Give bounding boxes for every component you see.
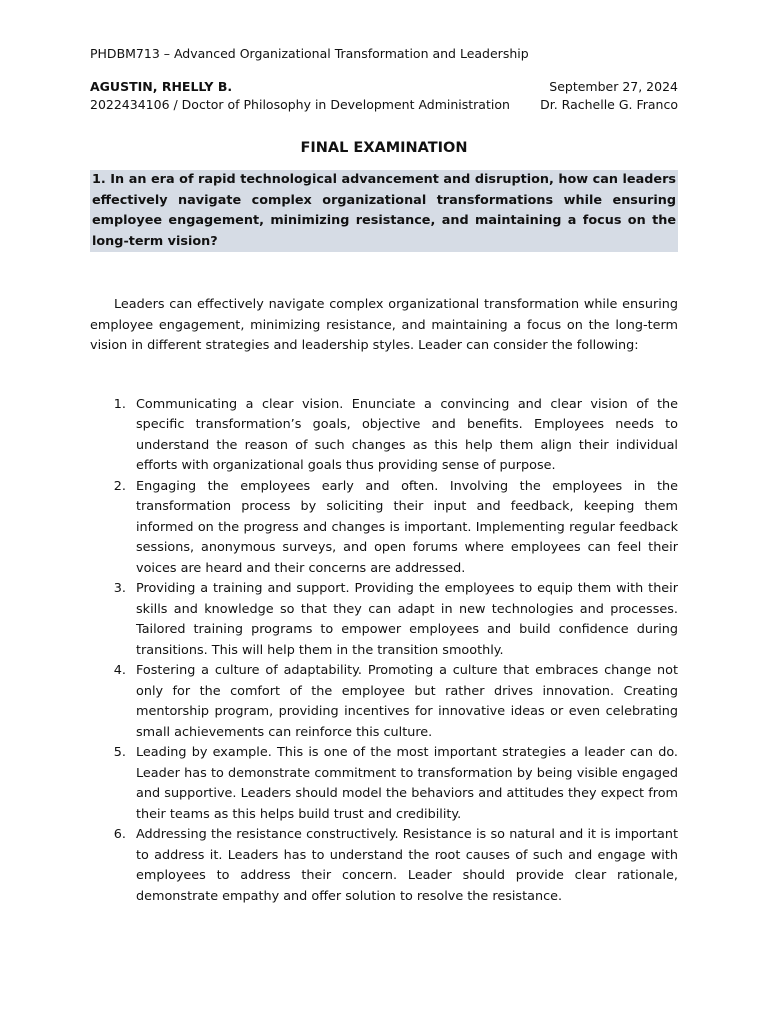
student-block [90, 78, 510, 114]
exam-title: FINAL EXAMINATION [300, 140, 468, 156]
list-item-text: Fostering a culture of adaptability. Promoting a culture that embraces change not only for the comfort of the employee but rather drives innovation. Creating mentorship program, providing incentives for innovative ideas or even celebrating small achievements can reinforce this culture. [136, 663, 678, 740]
list-item [90, 395, 678, 477]
list-item [90, 661, 678, 743]
list-item [90, 477, 678, 580]
list-item-number: 4. [113, 663, 126, 678]
intro-paragraph: Leaders can effectively navigate complex organizational transformation while ensuring employee engagement, minimizing resistance, and maintaining a focus on the long-term vision in different strategies and leadership styles. Leader can consider the following: [90, 297, 678, 353]
exam-date: September 27, 2024 [549, 79, 678, 94]
student-name: AGUSTIN, RHELLY B. [90, 79, 233, 94]
list-item [90, 579, 678, 661]
instructor-name: Dr. Rachelle G. Franco [540, 97, 678, 112]
list-item-number: 2. [113, 478, 126, 494]
list-item-text: Addressing the resistance constructively. Resistance is so natural and it is important to address it. Leaders has to understand the root causes of such and engage with employees to address their concern. Leader should provide clear rationale, demonstrate empathy and offer solution to resolve the resistance. [136, 827, 678, 904]
list-item-number: 3. [113, 581, 126, 596]
list-item-text: Engaging the employees early and often. Involving the employees in the transformation process by soliciting their input and feedback, keeping them informed on the progress and changes is important. Implementing regular feedback sessions, anonymous surveys, and open forums where employees can feel their voices are heard and their concerns are addressed. [136, 478, 678, 576]
list-item [90, 825, 678, 907]
header-meta [90, 78, 678, 114]
strategy-list [90, 395, 678, 908]
document-page [90, 44, 678, 907]
list-item [90, 743, 678, 825]
list-item-text: Communicating a clear vision. Enunciate a convincing and clear vision of the specific transformation’s goals, objective and benefits. Employees needs to understand the reason of such changes as this help them align their individual efforts with organizational goals thus providing sense of purpose. [136, 396, 678, 473]
list-item-text: Leading by example. This is one of the most important strategies a leader can do. Leader has to demonstrate commitment to transformation by being visible engaged and supportive. Leaders should model the behaviors and attitudes they expect from their teams as this helps build trust and credibility. [136, 745, 678, 822]
student-info: 2022434106 / Doctor of Philosophy in Development Administration [90, 97, 510, 112]
question-box: 1. In an era of rapid technological advancement and disruption, how can leaders effectively navigate complex organizational transformations while ensuring employee engagement, minimizing resistance, and maintaining a focus on the long-term vision? [90, 170, 678, 252]
list-item-number: 6. [113, 827, 126, 842]
list-item-text: Providing a training and support. Providing the employees to equip them with their skills and knowledge so that they can adapt in new technologies and processes. Tailored training programs to empower employees and build confidence during transitions. This will help them in the transition smoothly. [136, 581, 678, 658]
course-title: PHDBM713 – Advanced Organizational Transformation and Leadership [90, 46, 529, 61]
list-item-number: 1. [113, 396, 126, 412]
list-item-number: 5. [113, 745, 126, 760]
date-block [540, 78, 678, 114]
